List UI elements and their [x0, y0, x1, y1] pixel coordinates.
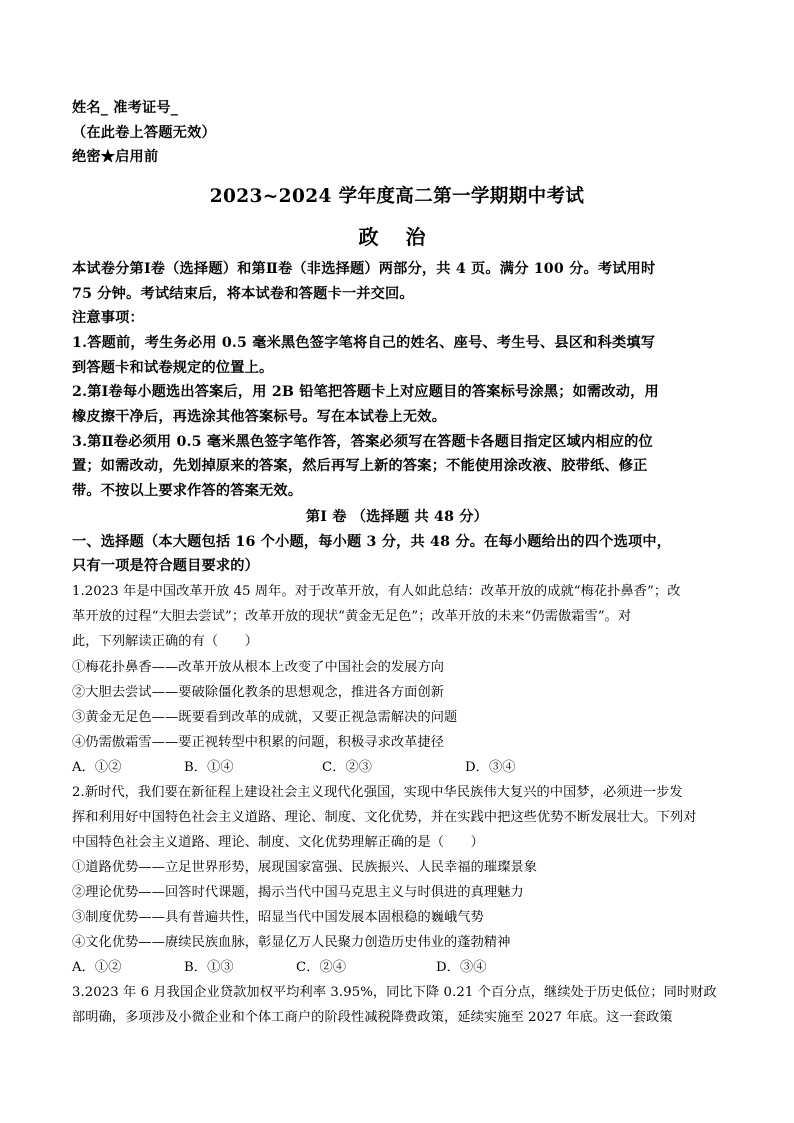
- notes-heading: 注意事项：: [72, 310, 144, 326]
- q1-stem-line: 1.2023 年是中国改革开放 45 周年。对于改革开放，有人如此总结：改革开放的成就“梅花扑鼻香”；改: [72, 584, 681, 599]
- q2-option-d[interactable]: D．③④: [436, 960, 487, 975]
- note-line: 2.第Ⅰ卷每小题选出答案后，用 2B 铅笔把答题卡上对应题目的答案标号涂黑；如需改动，用: [72, 384, 659, 400]
- q1-item: ②大胆去尝试——要破除僵化教条的思想观念，推进各方面创新: [72, 685, 445, 700]
- note-line: 到答题卡和试卷规定的位置上。: [72, 360, 274, 376]
- note-line: 1.答题前，考生务必用 0.5 毫米黑色签字笔将自己的姓名、座号、考生号、县区和科类填写: [72, 335, 656, 351]
- q1-item: ④仍需傲霜雪——要正视转型中积累的问题，积极寻求改革捷径: [72, 735, 445, 750]
- q2-option-b[interactable]: B．①③: [184, 960, 234, 975]
- q2-item: ①道路优势——立足世界形势，展现国家富强、民族振兴、人民幸福的璀璨景象: [72, 860, 538, 875]
- part1-heading: 第Ⅰ 卷 （选择题 共 48 分）: [305, 509, 489, 525]
- exam-title: 2023~2024 学年度高二第一学期期中考试: [209, 186, 585, 207]
- q1-item: ①梅花扑鼻香——改革开放从根本上改变了中国社会的发展方向: [72, 660, 445, 675]
- invalid-answer-note: （在此卷上答题无效）: [72, 125, 216, 141]
- q2-option-c[interactable]: C．②④: [296, 960, 347, 975]
- q3-stem-line: 部明确，多项涉及小微企业和个体工商户的阶段性减税降费政策，延续实施至 2027 年底。这一套政策: [72, 1010, 673, 1025]
- section1-heading-cont: 只有一项是符合题目要求的）: [72, 558, 260, 574]
- note-line: 置；如需改动，先划掉原来的答案，然后再写上新的答案；不能使用涂改液、胶带纸、修正: [72, 458, 648, 474]
- q1-option-c[interactable]: C．②③: [322, 760, 373, 775]
- q1-option-b[interactable]: B．①④: [184, 760, 234, 775]
- confidential-mark: 绝密★启用前: [72, 149, 159, 165]
- q1-item: ③黄金无足色——既要看到改革的成就，又要正视急需解决的问题: [72, 710, 458, 725]
- q2-stem-line: 挥和利用好中国特色社会主义道路、理论、制度、文化优势，并在实践中把这些优势不断发展壮大。下列对: [72, 810, 697, 825]
- q3-stem-line: 3.2023 年 6 月我国企业贷款加权平均利率 3.95%，同比下降 0.21 个百分点，继续处于历史低位；同时财政: [72, 985, 717, 1000]
- q1-stem-line: 革开放的过程“大胆去尝试”；改革开放的现状“黄金无足色”；改革开放的未来“仍需傲霜雪”。对: [72, 609, 632, 624]
- q1-option-d[interactable]: D．③④: [465, 760, 516, 775]
- q2-stem-line: 2.新时代，我们要在新征程上建设社会主义现代化强国，实现中华民族伟大复兴的中国梦，必须进一步发: [72, 785, 683, 800]
- subject-title: 政 治: [358, 225, 436, 249]
- name-exam-number-line: 姓名_ 准考证号_: [72, 100, 179, 116]
- intro-line-2: 75 分钟。考试结束后，将本试卷和答题卡一并交回。: [72, 286, 414, 302]
- note-line: 带。不按以上要求作答的答案无效。: [72, 483, 303, 499]
- q2-item: ②理论优势——回答时代课题，揭示当代中国马克思主义与时俱进的真理魅力: [72, 885, 524, 900]
- q2-option-a[interactable]: A．①②: [72, 960, 122, 975]
- q1-option-a[interactable]: A．①②: [72, 760, 122, 775]
- intro-line-1: 本试卷分第Ⅰ卷（选择题）和第Ⅱ卷（非选择题）两部分，共 4 页。满分 100 分。考试用时: [72, 261, 656, 277]
- q1-stem-line: 此，下列解读正确的有（ ）: [72, 634, 259, 649]
- q2-item: ④文化优势——赓续民族血脉，彰显亿万人民聚力创造历史伟业的蓬勃精神: [72, 935, 511, 950]
- section1-heading: 一、选择题（本大题包括 16 个小题，每小题 3 分，共 48 分。在每小题给出的四个选项中，: [72, 534, 672, 550]
- note-line: 橡皮擦干净后，再选涂其他答案标号。写在本试卷上无效。: [72, 409, 447, 425]
- note-line: 3.第Ⅱ卷必须用 0.5 毫米黑色签字笔作答，答案必须写在答题卡各题目指定区域内相应的位: [72, 434, 653, 450]
- q2-item: ③制度优势——具有普遍共性，昭显当代中国发展本固根稳的巍峨气势: [72, 910, 484, 925]
- q2-stem-line: 中国特色社会主义道路、理论、制度、文化优势理解正确的是（ ）: [72, 835, 484, 850]
